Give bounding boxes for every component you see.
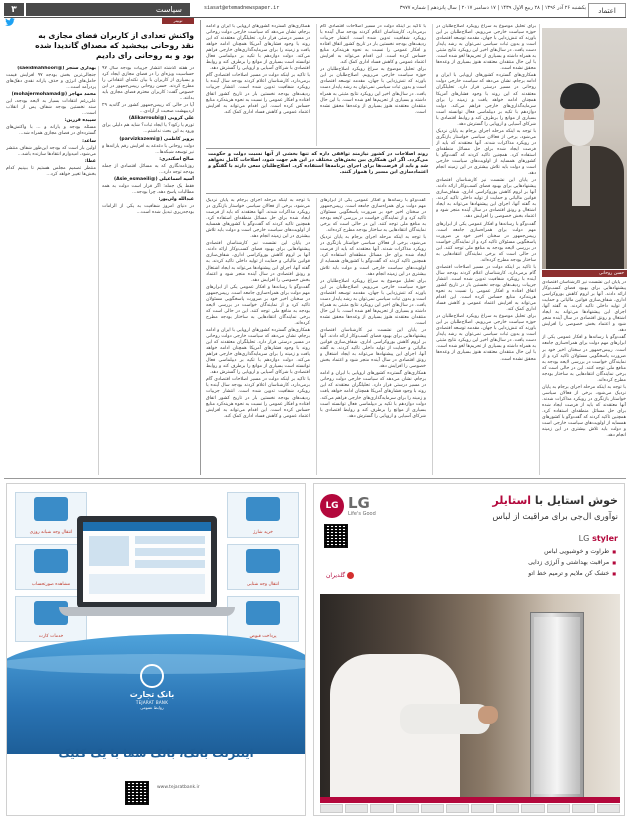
product-word: styler xyxy=(592,534,618,543)
paragraph: همکاری‌های گسترده کشورهای اروپایی با ایران و ادامه برجام، نشان می‌دهد که سیاست خارجی دولت روحانی در مسیر درستی قرار دارد. تحلیلگران معتقدند که این روند با وجود فشارهای آمریکا همچنان ادامه خواهد یافت و زمینه را برای سرمایه‌گذاری‌های خارجی فراهم می‌کند. دولت دوازدهم با تکیه بر دیپلماسی فعال توانسته است بسیاری از موانع را برطرف کند و روابط اقتصادی با شرکای آسیایی و اروپایی را گسترش دهد. xyxy=(206,327,310,376)
feature-label: انتقال وجه شتابی xyxy=(246,582,280,587)
paragraph: در پایان این نشست نیز کارشناسان اقتصادی پیشنهادهایی برای بهبود فضای کسب‌وکار ارائه دادند. آنها بر لزوم کاهش بوروکراسی اداری، شفاف‌سازی قوانین مالیاتی و حمایت از تولید داخلی تاکید کردند. به گفته آنها، اجرای این پیشنهادها می‌تواند به ایجاد اشتغال و رونق اقتصادی در سال آینده منجر شود و اعتماد بخش خصوصی را افزایش دهد. xyxy=(206,241,310,283)
dateline: یکشنبه ۲۶ آذر ۱۳۹۶ | ۲۸ ربیع الاول ۱۴۳۹ | ۱۷ دسامبر ۲۰۱۷ | سال پانزدهم | شماره ۳۹۷۷ xyxy=(399,5,586,11)
feature-bullet: ■ طراوت و خوشبویی لباس xyxy=(544,548,616,555)
header-rule xyxy=(4,17,626,18)
feature-tile xyxy=(227,492,299,538)
ad-caption-bar xyxy=(320,797,620,803)
lg-ad-photo xyxy=(320,594,620,797)
dealer-name: گلدیران xyxy=(326,572,346,579)
column-divider xyxy=(98,66,99,475)
paragraph: آیا در حالی که رییس‌جمهور کشور در گاندید ۲۹ اردیبهشت صحبت از آزادی... xyxy=(102,103,194,115)
paragraph: علی‌رغم انتقادات بسیار به لایحه بودجه، این سند نخستین بودجه شفاف پس از انقلاب است... xyxy=(6,99,96,117)
paragraph: با توجه به اینکه مرحله اجرای برجام به پایان نزدیک می‌شود، برخی از فعالان سیاسی خواستار بازنگری در رویکرد مذاکرات شدند. آنها معتقدند که باید از فرصت ایجاد شده برای حل مسائل منطقه‌ای استفاده کرد. همچنین تاکید کردند که گفت‌وگو با کشورهای همسایه از اولویت‌های سیاست خارجی است و دولت باید تلاش بیشتری در این زمینه انجام دهد. xyxy=(436,128,536,177)
lg-logo: LG xyxy=(320,494,344,518)
lg-styler-ad[interactable] xyxy=(313,483,625,816)
column-divider xyxy=(432,24,433,146)
main-column-b xyxy=(320,24,426,146)
paragraph: همکاری‌های گسترده کشورهای اروپایی با ایران و ادامه برجام، نشان می‌دهد که سیاست خارجی دولت روحانی در مسیر درستی قرار دارد. تحلیلگران معتقدند که این روند با وجود فشارهای آمریکا همچنان ادامه خواهد یافت و زمینه را برای سرمایه‌گذاری‌های خارجی فراهم می‌کند. دولت دوازدهم با تکیه بر دیپلماسی فعال توانسته است بسیاری از موانع را برطرف کند و روابط اقتصادی با شرکای آسیایی و اروپایی را گسترش دهد. xyxy=(320,371,426,419)
newspaper-logo: اعتماد xyxy=(588,3,626,18)
paragraph: با تاکید بر اینکه دولت در مسیر اصلاحات اقتصادی گام برمی‌دارد، کارشناسان اعلام کردند بودجه سال آینده با رویکرد شفافیت تدوین شده است. انتشار جزییات ردیف‌های بودجه نخستین بار در تاریخ کشور اتفاق افتاده و افکار عمومی را نسبت به نحوه هزینه‌کرد منابع حساس کرده است. این اقدام می‌تواند به افزایش اعتماد عمومی و کاهش فساد اداری کمک کند. xyxy=(320,24,426,66)
feature-label: خرید شارژ xyxy=(253,530,273,535)
right-column xyxy=(542,280,626,475)
paragraph: همکاری‌های گسترده کشورهای اروپایی با ایران و ادامه برجام، نشان می‌دهد که سیاست خارجی دولت روحانی در مسیر درستی قرار دارد. تحلیلگران معتقدند که این روند با وجود فشارهای آمریکا همچنان ادامه خواهد یافت و زمینه را برای سرمایه‌گذاری‌های خارجی فراهم می‌کند. دولت دوازدهم با تکیه بر دیپلماسی فعال توانسته است بسیاری از موانع را برطرف کند و روابط اقتصادی با شرکای آسیایی و اروپایی را گسترش دهد. xyxy=(436,73,536,127)
lg-tagline: Life's Good xyxy=(348,511,376,517)
column-divider xyxy=(539,24,540,475)
tejarat-bank-ad[interactable] xyxy=(6,483,306,816)
tejarat-logo xyxy=(122,664,182,708)
paragraph: برای تحلیل موضوع به سراغ رویکرد اصلاح‌طلبان در حوزه سیاست خارجی می‌رویم. اصلاح‌طلبان بر این باورند که تنش‌زدایی با جهان، مقدمه توسعه اقتصادی است و بدون ثبات سیاسی نمی‌توان به رشد پایدار دست یافت. در سال‌های اخیر این رویکرد نتایج مثبتی به همراه داشته و بسیاری از تحریم‌ها لغو شده است. با این حال منتقدان معتقدند هنوز بسیاری از وعده‌ها محقق نشده است. xyxy=(320,278,426,326)
ad-slogan: اینترنت بانک، بانک شما با یک کلیک xyxy=(58,746,254,760)
paragraph: منتظر تصمیم مجلس هستیم تا ببینیم کدام بخش‌ها تغییر خواهد کرد... xyxy=(6,165,96,177)
paragraph: فقط یک جمله: اگر قرار است دولت به همه مطالبات پاسخ دهد، چرا بودجه... xyxy=(102,183,194,195)
subhead: علی کروبی (@Alikarroubi) xyxy=(128,116,194,122)
subhead: ساعد: xyxy=(82,138,96,144)
paragraph: گفت‌وگو با رسانه‌ها و افکار عمومی یکی از ابزارهای مهم دولت برای همراه‌سازی جامعه است. رییس‌جمهور در سخنان اخیر خود بر ضرورت پاسخگویی مسئولان تاکید کرد و از نمایندگان خواست در بررسی لایحه بودجه به منافع ملی توجه کنند. این در حالی است که برخی نمایندگان انتقادهایی به ساختار بودجه مطرح کرده‌اند. xyxy=(206,284,310,326)
qr-code[interactable] xyxy=(324,524,348,548)
pull-quote: روند اصلاحات در کشور نیازمند توافقی داره که تنها بخشی از آنها نسبت دولت و حکومت می‌گردد. اگر این همکاری بین بخش‌های مختلف در این هم جهت شود، اصلاحات کامل نخواهد شد و باید از فرصت‌ها برای اجرای برنامه‌ها استفاده کرد. اصلاح‌طلبان سعی دارند با گفتگو و اعتمادسازی این مسیر را هموار کنند. xyxy=(206,148,430,194)
left-story-column-1 xyxy=(102,66,194,475)
lg-wordmark: LG xyxy=(348,494,370,512)
column-divider xyxy=(432,198,433,475)
paragraph: اولین بار است که بودجه این‌طور شفاف منتشر می‌شود، امیدوارم انتقادها سازنده باشد... xyxy=(6,145,96,157)
column-divider xyxy=(316,198,317,475)
paragraph: در پایان این نشست نیز کارشناسان اقتصادی پیشنهادهایی برای بهبود فضای کسب‌وکار ارائه دادند. آنها بر لزوم کاهش بوروکراسی اداری، شفاف‌سازی قوانین مالیاتی و حمایت از تولید داخلی تاکید کردند. به گفته آنها، اجرای این پیشنهادها می‌تواند به ایجاد اشتغال و رونق اقتصادی در سال آینده منجر شود و اعتماد بخش خصوصی را افزایش دهد. xyxy=(542,280,626,334)
laptop-base xyxy=(59,607,235,616)
story-kicker: توییتر xyxy=(162,18,194,24)
feature-label: خدمات کارت xyxy=(38,634,64,639)
page-number: ۳ xyxy=(4,3,24,16)
page-header xyxy=(4,3,626,16)
product-prefix: LG xyxy=(578,534,590,543)
paragraph: در پایان این نشست نیز کارشناسان اقتصادی پیشنهادهایی برای بهبود فضای کسب‌وکار ارائه دادند. آنها بر لزوم کاهش بوروکراسی اداری، شفاف‌سازی قوانین مالیاتی و حمایت از تولید داخلی تاکید کردند. به گفته آنها، اجرای این پیشنهادها می‌تواند به ایجاد اشتغال و رونق اقتصادی در سال آینده منجر شود و اعتماد بخش خصوصی را افزایش دهد. xyxy=(320,327,426,370)
styler-appliance xyxy=(530,612,584,797)
laptop-screen xyxy=(77,516,217,608)
subhead: پرویز کاظمی (@parvizkazemi) xyxy=(119,136,194,142)
ad-headline xyxy=(492,494,618,507)
subhead: محمد مهاجر (@mohajermohamad) xyxy=(11,92,96,98)
bank-name: بانک تجارت xyxy=(129,690,175,699)
photo-caption: حسن روحانی xyxy=(542,270,627,277)
paragraph: در هفته گذشته انتشار جزییات بودجه سال ۹۷ حساسیت ویژه‌ای را در فضای مجازی ایجاد کرد و بسیاری از کاربران با بیان نکته‌ای انتقاداتی را مطرح کردند. حسن روحانی رییس‌جمهور در این خصوص گفت: کاربران محترم فضای مجازی باید بدانند... xyxy=(102,66,194,102)
paragraph: با توجه به اینکه مرحله اجرای برجام به پایان نزدیک می‌شود، برخی از فعالان سیاسی خواستار بازنگری در رویکرد مذاکرات شدند. آنها معتقدند که باید از فرصت ایجاد شده برای حل مسائل منطقه‌ای استفاده کرد. همچنین تاکید کردند که گفت‌وگو با کشورهای همسایه از اولویت‌های سیاست خارجی است و دولت باید تلاش بیشتری در این زمینه انجام دهد. xyxy=(542,384,626,439)
feature-bullet: ■ خشک کن ملایم و ترمیم خط اتو xyxy=(528,570,616,577)
feature-label: انتقال وجه شبانه روزی xyxy=(29,530,73,535)
paragraph: گفت‌وگو با رسانه‌ها و افکار عمومی یکی از ابزارهای مهم دولت برای همراه‌سازی جامعه است. رییس‌جمهور در سخنان اخیر خود بر ضرورت پاسخگویی مسئولان تاکید کرد و از نمایندگان خواست در بررسی لایحه بودجه به منافع ملی توجه کنند. این در حالی است که برخی نمایندگان انتقادهایی به ساختار بودجه مطرح کرده‌اند. xyxy=(436,221,536,263)
headline-text: خوش استایل با xyxy=(534,494,618,507)
paragraph: دولت روحانی با دغدغه به افزایش رقم یارانه‌ها و نیز توسعه شبکه‌ها... xyxy=(102,143,194,155)
feature-bullet: ■ مراقبت بهداشتی و آلرژی زدایی xyxy=(528,559,616,566)
subhead: عطا: xyxy=(84,158,96,164)
feature-label: پرداخت قبوض xyxy=(249,634,277,639)
paragraph: برای تحلیل موضوع به سراغ رویکرد اصلاح‌طلبان در حوزه سیاست خارجی می‌رویم. اصلاح‌طلبان بر این باورند که تنش‌زدایی با جهان، مقدمه توسعه اقتصادی است و بدون ثبات سیاسی نمی‌توان به رشد پایدار دست یافت. در سال‌های اخیر این رویکرد نتایج مثبتی به همراه داشته و بسیاری از تحریم‌ها لغو شده است. با این حال منتقدان معتقدند هنوز بسیاری از وعده‌ها محقق نشده است. xyxy=(320,67,426,115)
paragraph: گفت‌وگو با رسانه‌ها و افکار عمومی یکی از ابزارهای مهم دولت برای همراه‌سازی جامعه است. رییس‌جمهور در سخنان اخیر خود بر ضرورت پاسخگویی مسئولان تاکید کرد و از نمایندگان خواست در بررسی لایحه بودجه به منافع ملی توجه کنند. این در حالی است که برخی نمایندگان انتقادهایی به ساختار بودجه مطرح کرده‌اند. xyxy=(320,198,426,234)
paragraph: برای تحلیل موضوع به سراغ رویکرد اصلاح‌طلبان در حوزه سیاست خارجی می‌رویم. اصلاح‌طلبان بر این باورند که تنش‌زدایی با جهان، مقدمه توسعه اقتصادی است و بدون ثبات سیاسی نمی‌توان به رشد پایدار دست یافت. در سال‌های اخیر این رویکرد نتایج مثبتی به همراه داشته و بسیاری از تحریم‌ها لغو شده است. با این حال منتقدان معتقدند هنوز بسیاری از وعده‌ها محقق نشده است. xyxy=(436,314,536,362)
dealer-logo xyxy=(326,572,354,579)
paragraph: جنجالی‌ترین بخش بودجه ۹۷ افزایش قیمت حامل‌های انرژی و حذف یارانه نقدی دهک‌های پردرآمد است... xyxy=(6,73,96,91)
subhead: عبدالله ولی‌پور: xyxy=(158,196,194,202)
feature-tile xyxy=(227,596,299,642)
section-email[interactable]: siasat@etemadnewspaper.ir xyxy=(204,5,280,11)
rouhani-photo xyxy=(542,28,627,269)
left-story-headline: واکنش تعدادی از کاربران فضای مجازی به نقد روحانی بیخشید که مصداق گاندیدا شده بود و به روحانی رای دادیم xyxy=(35,31,194,60)
product-name xyxy=(579,534,618,543)
paragraph: با توجه به اینکه مرحله اجرای برجام به پایان نزدیک می‌شود، برخی از فعالان سیاسی خواستار بازنگری در رویکرد مذاکرات شدند. آنها معتقدند که باید از فرصت ایجاد شده برای حل مسائل منطقه‌ای استفاده کرد. همچنین تاکید کردند که گفت‌وگو با کشورهای همسایه از اولویت‌های سیاست خارجی است و دولت باید تلاش بیشتری در این زمینه انجام دهد. xyxy=(320,235,426,277)
paragraph: با تاکید بر اینکه دولت در مسیر اصلاحات اقتصادی گام برمی‌دارد، کارشناسان اعلام کردند بودجه سال آینده با رویکرد شفافیت تدوین شده است. انتشار جزییات ردیف‌های بودجه نخستین بار در تاریخ کشور اتفاق افتاده و افکار عمومی را نسبت به نحوه هزینه‌کرد منابع حساس کرده است. این اقدام می‌تواند به افزایش اعتماد عمومی و کاهش فساد اداری کمک کند. xyxy=(206,73,310,115)
paragraph: مسئله بودجه و یارانه و ... با واکنش‌های گسترده‌ای در فضای مجازی همراه شد... xyxy=(6,125,96,137)
flower-icon xyxy=(347,572,354,579)
paragraph: با تاکید بر اینکه دولت در مسیر اصلاحات اقتصادی گام برمی‌دارد، کارشناسان اعلام کردند بودجه سال آینده با رویکرد شفافیت تدوین شده است. انتشار جزییات ردیف‌های بودجه نخستین بار در تاریخ کشور اتفاق افتاده و افکار عمومی را نسبت به نحوه هزینه‌کرد منابع حساس کرده است. این اقدام می‌تواند به افزایش اعتماد عمومی و کاهش فساد اداری کمک کند. xyxy=(436,264,536,313)
ad-rule xyxy=(4,478,626,479)
paragraph: روزنامه‌نگاری که به مسائل اقتصادی از جمله بودجه توجه دارد... xyxy=(102,163,194,175)
subhead: سپیده فرزین: xyxy=(64,118,96,124)
subhead: صالح اسکندری: xyxy=(159,156,194,162)
main-column-d xyxy=(206,198,310,475)
paragraph: گفت‌وگو با رسانه‌ها و افکار عمومی یکی از ابزارهای مهم دولت برای همراه‌سازی جامعه است. رییس‌جمهور در سخنان اخیر خود بر ضرورت پاسخگویی مسئولان تاکید کرد و از نمایندگان خواست در بررسی لایحه بودجه به منافع ملی توجه کنند. این در حالی است که برخی نمایندگان انتقادهایی به ساختار بودجه مطرح کرده‌اند. xyxy=(542,335,626,383)
main-column-e xyxy=(320,198,426,475)
paragraph: با تاکید بر اینکه دولت در مسیر اصلاحات اقتصادی گام برمی‌دارد، کارشناسان اعلام کردند بودجه سال آینده با رویکرد شفافیت تدوین شده است. انتشار جزییات ردیف‌های بودجه نخستین بار در تاریخ کشور اتفاق افتاده و افکار عمومی را نسبت به نحوه هزینه‌کرد منابع حساس کرده است. این اقدام می‌تواند به افزایش اعتماد عمومی و کاهش فساد اداری کمک کند. xyxy=(206,377,310,419)
section-title: سیاست xyxy=(26,3,190,16)
left-story-column-2 xyxy=(6,66,96,475)
main-column-c xyxy=(436,24,536,475)
subhead: بهداری سنجر (@saeidmahhoori) xyxy=(17,66,96,71)
feature-label: مشاهده صورتحساب xyxy=(31,582,71,587)
ad-subhead: نوآوری ال‌جی برای مراقبت از لباس xyxy=(492,512,618,522)
paragraph: همکاری‌های گسترده کشورهای اروپایی با ایران و ادامه برجام، نشان می‌دهد که سیاست خارجی دولت روحانی در مسیر درستی قرار دارد. تحلیلگران معتقدند که این روند با وجود فشارهای آمریکا همچنان ادامه خواهد یافت و زمینه را برای سرمایه‌گذاری‌های خارجی فراهم می‌کند. دولت دوازدهم با تکیه بر دیپلماسی فعال توانسته است بسیاری از موانع را برطرف کند و روابط اقتصادی با شرکای آسیایی و اروپایی را گسترش دهد. xyxy=(206,24,310,72)
story-divider xyxy=(200,20,201,475)
paragraph: تورم یا رکود؟ یا ایجاد ثبات؟ شاید هم دلیلی برای ورود به این بحث نداشتم... xyxy=(102,123,194,135)
bank-subtitle: روابط عمومی xyxy=(140,705,164,710)
column-divider xyxy=(316,24,317,146)
dealer-logo-strip xyxy=(320,804,620,813)
paragraph: با توجه به اینکه مرحله اجرای برجام به پایان نزدیک می‌شود، برخی از فعالان سیاسی خواستار بازنگری در رویکرد مذاکرات شدند. آنها معتقدند که باید از فرصت ایجاد شده برای حل مسائل منطقه‌ای استفاده کرد. همچنین تاکید کردند که گفت‌وگو با کشورهای همسایه از اولویت‌های سیاست خارجی است و دولت باید تلاش بیشتری در این زمینه انجام دهد. xyxy=(206,198,310,240)
paragraph: در پایان این نشست نیز کارشناسان اقتصادی پیشنهادهایی برای بهبود فضای کسب‌وکار ارائه دادند. آنها بر لزوم کاهش بوروکراسی اداری، شفاف‌سازی قوانین مالیاتی و حمایت از تولید داخلی تاکید کردند. به گفته آنها، اجرای این پیشنهادها می‌تواند به ایجاد اشتغال و رونق اقتصادی در سال آینده منجر شود و اعتماد بخش خصوصی را افزایش دهد. xyxy=(436,178,536,220)
bank-name-en: TEJARAT BANK xyxy=(135,700,169,705)
qr-code[interactable] xyxy=(125,781,149,805)
paragraph: برای تحلیل موضوع به سراغ رویکرد اصلاح‌طلبان در حوزه سیاست خارجی می‌رویم. اصلاح‌طلبان بر این باورند که تنش‌زدایی با جهان، مقدمه توسعه اقتصادی است و بدون ثبات سیاسی نمی‌توان به رشد پایدار دست یافت. در سال‌های اخیر این رویکرد نتایج مثبتی به همراه داشته و بسیاری از تحریم‌ها لغو شده است. با این حال منتقدان معتقدند هنوز بسیاری از وعده‌ها محقق نشده است. xyxy=(436,24,536,72)
ad-website[interactable]: www.tejaratbank.ir xyxy=(157,785,200,790)
subhead: آسیه اسماعیلی (@Asie_esmaeili) xyxy=(113,176,194,182)
main-column-a xyxy=(206,24,310,146)
feature-tile xyxy=(227,544,299,590)
paragraph: در دنیای امروز شفافیت به یکی از الزامات بودجه‌ریزی تبدیل شده است... xyxy=(102,203,194,216)
headline-accent: استایلر xyxy=(492,494,532,507)
twitter-icon xyxy=(5,18,15,26)
